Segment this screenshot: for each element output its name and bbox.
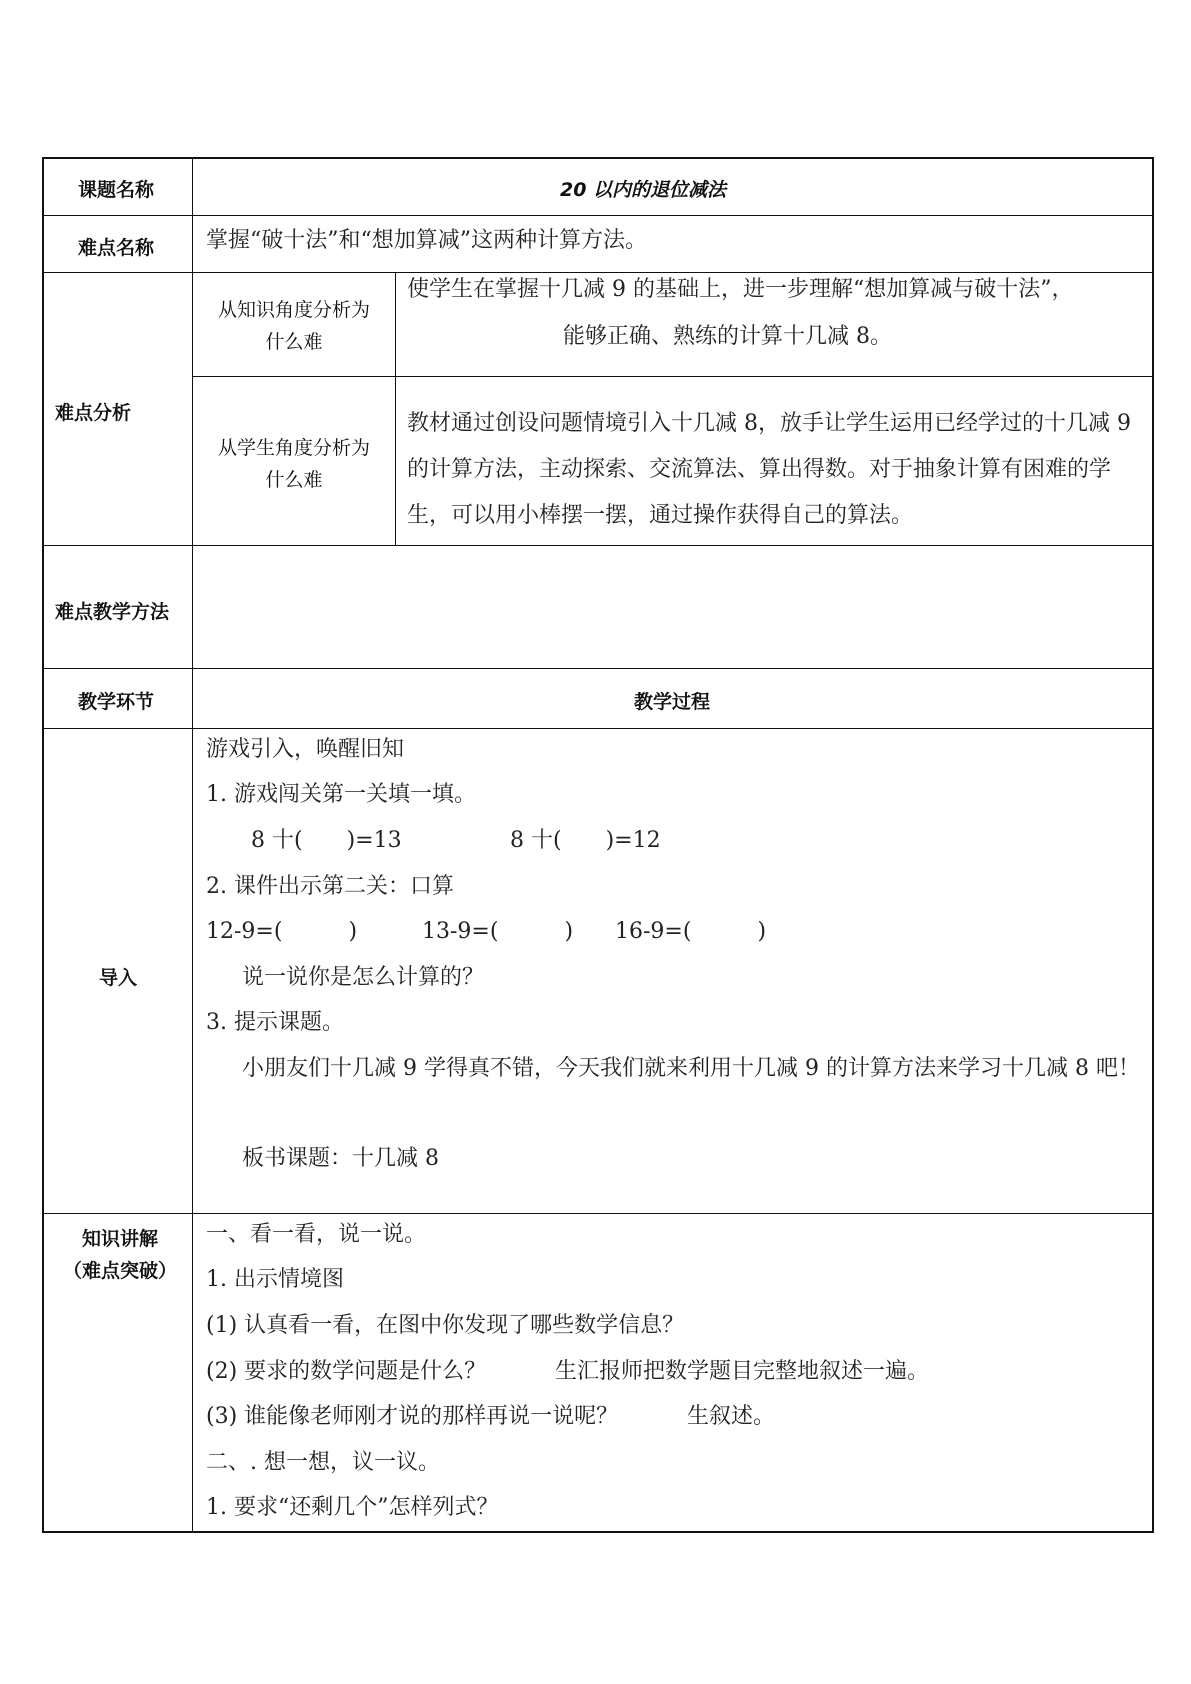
- knowledge-angle-label: 从知识角度分析为 什么难: [217, 299, 370, 353]
- explain-line-1: 一、看一看，说一说。: [206, 1222, 427, 1247]
- row-divider: [42, 272, 1154, 273]
- intro-calc-1: 12-9=( ): [206, 919, 358, 944]
- column-divider: [192, 157, 193, 1533]
- explain-line-5a: (3) 谁能像老师刚才说的那样再说一说呢？: [206, 1404, 619, 1429]
- knowledge-angle-text-1: 使学生在掌握十几减 9 的基础上，进一步理解“想加算减与破十法”，: [407, 277, 1074, 302]
- intro-line-2: 1. 游戏闯关第一关填一填。: [206, 782, 476, 807]
- explain-line-7: 1. 要求“还剩几个”怎样列式？: [206, 1495, 499, 1520]
- row-divider: [42, 728, 1154, 729]
- explain-line-2: 1. 出示情境图: [206, 1267, 344, 1292]
- analysis-inner-divider: [395, 272, 396, 545]
- student-angle-label: 从学生角度分析为 什么难: [217, 437, 370, 491]
- difficulty-name-text: 掌握“破十法”和“想加算减”这两种计算方法。: [206, 228, 647, 253]
- intro-equation-1: 8 十( )=13: [251, 828, 402, 853]
- knowledge-angle-text-2: 能够正确、熟练的计算十几减 8。: [563, 324, 892, 349]
- row-divider: [192, 376, 1154, 377]
- difficulty-name-label: 难点名称: [78, 237, 155, 259]
- knowledge-explanation-label: 知识讲解 （难点突破）: [62, 1228, 177, 1282]
- table-border-left: [42, 157, 44, 1533]
- row-divider: [42, 1213, 1154, 1214]
- teaching-stage-header: 教学环节: [78, 691, 155, 713]
- intro-line-1: 游戏引入，唤醒旧知: [206, 737, 405, 762]
- intro-line-3: 2. 课件出示第二关：口算: [206, 874, 454, 899]
- intro-line-5: 3. 提示课题。: [206, 1010, 344, 1035]
- course-title: 20 以内的退位减法: [560, 179, 727, 201]
- intro-line-7: 板书课题：十几减 8: [242, 1146, 439, 1171]
- course-name-label: 课题名称: [78, 179, 155, 201]
- intro-calc-2: 13-9=( ): [422, 919, 574, 944]
- explain-line-4a: (2) 要求的数学问题是什么？: [206, 1359, 487, 1384]
- teaching-method-label: 难点教学方法: [55, 601, 170, 623]
- explain-line-6: 二、. 想一想，议一议。: [206, 1450, 440, 1475]
- table-border-top: [42, 157, 1154, 159]
- table-border-bottom: [42, 1531, 1154, 1533]
- introduction-label: 导入: [99, 967, 138, 989]
- intro-line-6: 小朋友们十几减 9 学得真不错，今天我们就来利用十几减 9 的计算方法来学习十几减 8 吧！: [242, 1056, 1140, 1081]
- row-divider: [42, 215, 1154, 216]
- table-border-right: [1152, 157, 1154, 1533]
- row-divider: [42, 545, 1154, 546]
- intro-line-4: 说一说你是怎么计算的？: [242, 965, 485, 990]
- intro-equation-2: 8 十( )=12: [510, 828, 661, 853]
- student-angle-text: 教材通过创设问题情境引入十几减 8，放手让学生运用已经学过的十几减 9 的计算方法，主动探索、交流算法、算出得数。对于抽象计算有困难的学生，可以用小棒摆一摆，通过操作获得自己的算法。: [407, 411, 1131, 528]
- explain-line-4b: 生汇报师把数学题目完整地叙述一遍。: [555, 1359, 930, 1384]
- difficulty-analysis-label: 难点分析: [55, 402, 132, 424]
- teaching-process-header: 教学过程: [634, 691, 711, 713]
- intro-calc-3: 16-9=( ): [615, 919, 767, 944]
- row-divider: [42, 668, 1154, 669]
- explain-line-3: (1) 认真看一看，在图中你发现了哪些数学信息？: [206, 1313, 685, 1338]
- explain-line-5b: 生叙述。: [687, 1404, 776, 1429]
